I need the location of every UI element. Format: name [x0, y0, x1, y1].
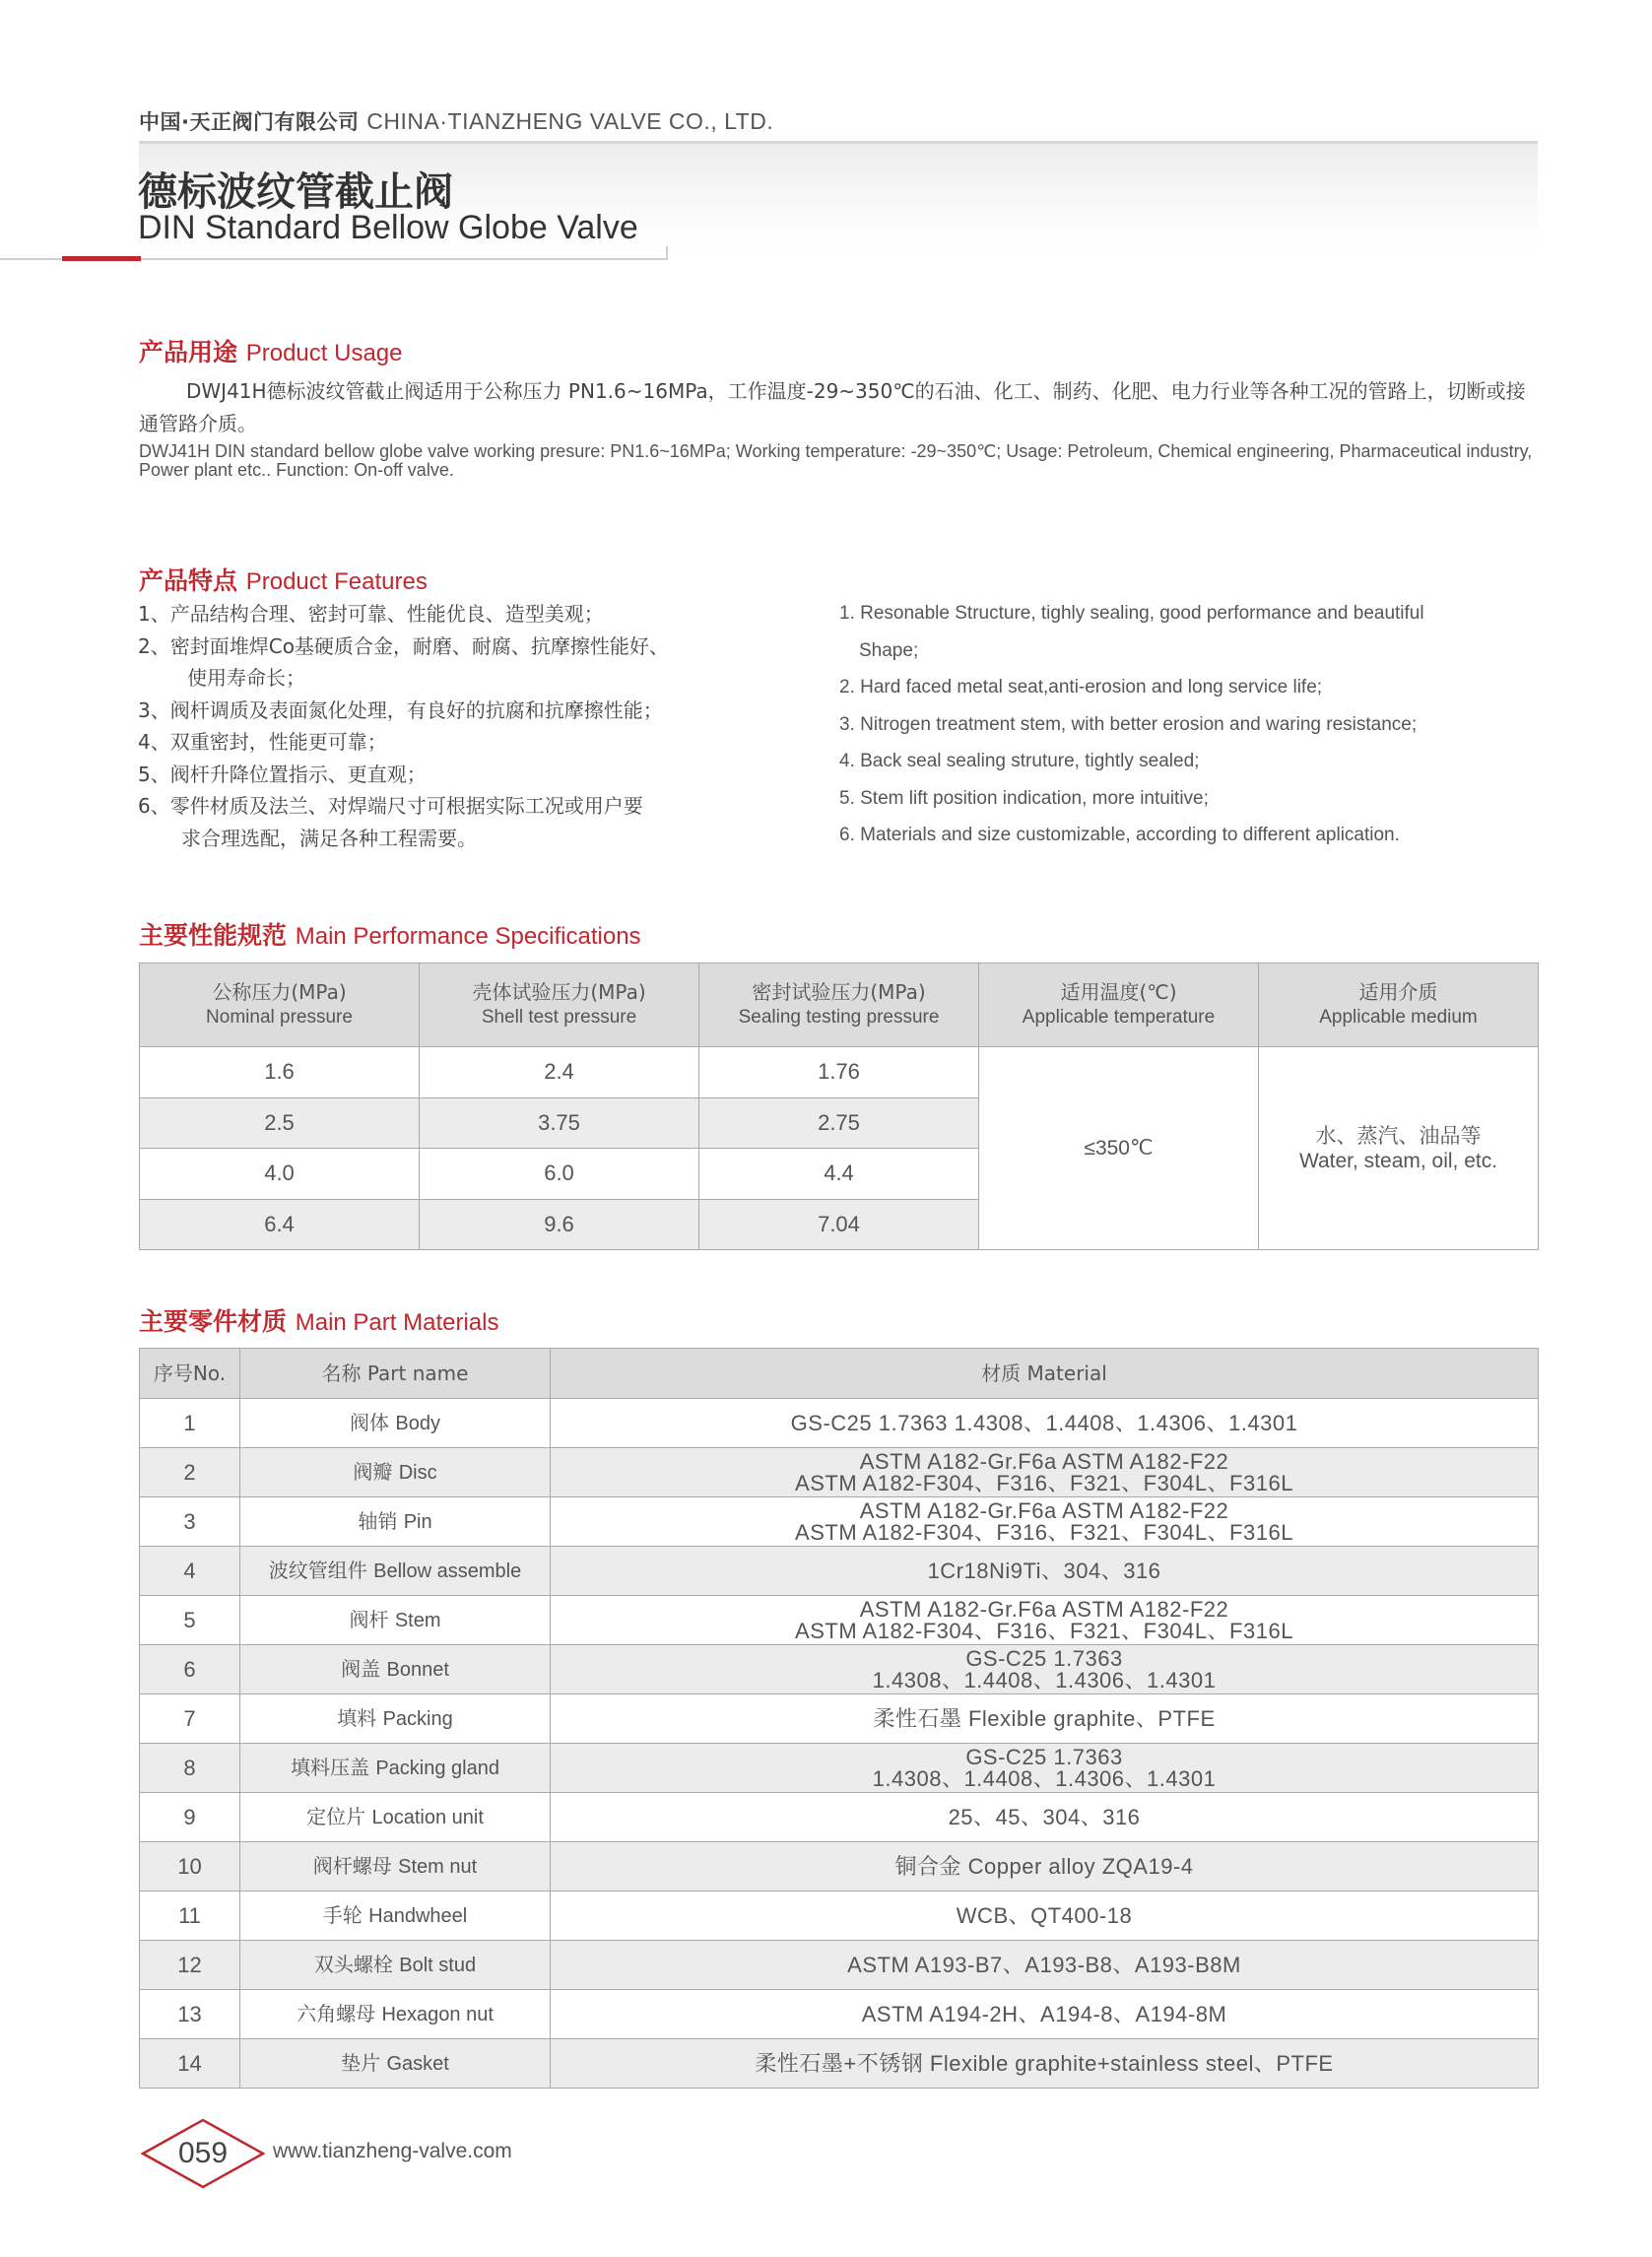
materials-col-name: 名称 Part name	[240, 1349, 551, 1399]
table-row	[140, 1399, 1539, 1448]
feature-line-cn: 5、阀杆升降位置指示、更直观；	[138, 762, 427, 786]
materials-material-cell	[551, 1744, 1539, 1793]
materials-no-cell: 7	[140, 1694, 240, 1744]
materials-no-cell: 14	[140, 2039, 240, 2089]
materials-name-cell	[240, 1596, 551, 1645]
feature-line-cn: 求合理选配，满足各种工程需要。	[162, 826, 477, 850]
material-line: 柔性石墨 Flexible graphite、PTFE	[873, 1705, 1216, 1731]
table-row	[140, 1547, 1539, 1596]
materials-material-cell	[551, 1842, 1539, 1892]
part-name-en: Bellow assemble	[373, 1560, 522, 1582]
feature-line-cn: 6、零件材质及法兰、对焊端尺寸可根据实际工况或用户要	[138, 794, 643, 818]
material-line: ASTM A182-Gr.F6a ASTM A182-F22	[859, 1448, 1229, 1474]
page-number: 059	[177, 2137, 229, 2169]
materials-material-cell	[551, 1694, 1539, 1744]
part-name-cn: 波纹管组件	[268, 1559, 367, 1582]
company-name-cn: 中国·天正阀门有限公司	[139, 110, 360, 134]
part-name-en: Hexagon nut	[381, 2004, 494, 2025]
materials-no-cell: 4	[140, 1547, 240, 1596]
material-line: GS-C25 1.7363	[965, 1744, 1123, 1769]
usage-heading-cn: 产品用途	[139, 338, 238, 366]
table-row	[140, 1497, 1539, 1547]
materials-heading-cn: 主要零件材质	[139, 1307, 288, 1336]
material-line: 柔性石墨+不锈钢 Flexible graphite+stainless steel、PTFE	[755, 2050, 1334, 2076]
part-name-en: Pin	[403, 1511, 432, 1533]
part-name-en: Location unit	[371, 1807, 484, 1828]
specs-heading	[139, 916, 641, 952]
table-row	[140, 1842, 1539, 1892]
materials-no-cell: 13	[140, 1990, 240, 2039]
materials-material-cell	[551, 2039, 1539, 2089]
material-line: GS-C25 1.7363	[965, 1645, 1123, 1671]
feature-line-en: 3. Nitrogen treatment stem, with better erosion and waring resistance;	[839, 713, 1418, 735]
specs-temperature-cell: ≤350℃	[979, 1047, 1259, 1250]
part-name-cn: 六角螺母	[297, 2002, 376, 2025]
features-heading	[139, 562, 428, 597]
materials-material-cell	[551, 1941, 1539, 1990]
part-name-cn: 阀盖	[341, 1657, 381, 1681]
materials-material-cell	[551, 1547, 1539, 1596]
materials-material-cell	[551, 1497, 1539, 1547]
part-name-en: Stem	[394, 1610, 441, 1631]
part-name-en: Handwheel	[368, 1905, 468, 1927]
materials-material-cell	[551, 1399, 1539, 1448]
material-line: ASTM A182-Gr.F6a ASTM A182-F22	[859, 1497, 1229, 1523]
specs-cell: 7.04	[699, 1199, 979, 1250]
specs-col-header: 壳体试验压力(MPa) Shell test pressure	[420, 963, 699, 1047]
table-row	[140, 1941, 1539, 1990]
part-name-cn: 阀瓣	[353, 1460, 393, 1484]
material-line: WCB、QT400-18	[956, 1902, 1133, 1928]
specs-cell: 4.0	[140, 1149, 420, 1200]
materials-material-cell	[551, 1645, 1539, 1694]
part-name-en: Packing	[382, 1708, 453, 1730]
specs-col-header: 适用介质 Applicable medium	[1259, 963, 1539, 1047]
part-name-cn: 阀杆	[349, 1608, 389, 1631]
feature-line-cn: 使用寿命长；	[167, 666, 305, 690]
specs-cell: 2.4	[420, 1047, 699, 1098]
part-name-cn: 填料压盖	[290, 1756, 369, 1779]
specs-col-header: 公称压力(MPa) Nominal pressure	[140, 963, 420, 1047]
header-rule	[139, 141, 1538, 144]
materials-no-cell: 9	[140, 1793, 240, 1842]
page-title-en: DIN Standard Bellow Globe Valve	[138, 209, 638, 246]
specs-col-header: 密封试验压力(MPa) Sealing testing pressure	[699, 963, 979, 1047]
material-line: ASTM A182-F304、F316、F321、F304L、F316L	[795, 1470, 1293, 1495]
features-heading-en: Product Features	[245, 568, 428, 595]
materials-no-cell: 1	[140, 1399, 240, 1448]
materials-no-cell: 6	[140, 1645, 240, 1694]
feature-line-cn: 4、双重密封，性能更可靠；	[138, 730, 387, 754]
specs-cell: 4.4	[699, 1149, 979, 1200]
website-url: www.tianzheng-valve.com	[273, 2140, 512, 2162]
materials-name-cell	[240, 1793, 551, 1842]
part-name-cn: 阀杆螺母	[312, 1854, 392, 1878]
feature-line-en: 6. Materials and size customizable, according to different aplication.	[839, 825, 1400, 845]
materials-no-cell: 8	[140, 1744, 240, 1793]
materials-name-cell	[240, 1990, 551, 2039]
specs-cell: 2.5	[140, 1097, 420, 1149]
part-name-en: Bolt stud	[399, 1955, 477, 1976]
materials-heading-en: Main Part Materials	[295, 1309, 499, 1336]
material-line: ASTM A182-Gr.F6a ASTM A182-F22	[859, 1596, 1229, 1622]
specs-cell: 9.6	[420, 1199, 699, 1250]
material-line: 1.4308、1.4408、1.4306、1.4301	[872, 1765, 1217, 1791]
specs-medium-cn: 水、蒸汽、油品等	[1315, 1123, 1482, 1148]
feature-line-en: Shape;	[859, 639, 919, 661]
part-name-cn: 垫片	[341, 2051, 381, 2075]
page-title-cn: 德标波纹管截止阀	[138, 169, 453, 215]
company-name-en: CHINA·TIANZHENG VALVE CO., LTD.	[366, 108, 774, 134]
specs-cell: 6.0	[420, 1149, 699, 1200]
material-line: ASTM A182-F304、F316、F321、F304L、F316L	[795, 1618, 1293, 1643]
materials-material-cell	[551, 1892, 1539, 1941]
features-list-en	[839, 595, 1549, 854]
materials-name-cell	[240, 1744, 551, 1793]
usage-text-en: DWJ41H DIN standard bellow globe valve working presure: PN1.6~16MPa; Working temperature: -29~350℃; Usage: Petroleum, Chemical engineering, Pharmaceutical industry, Power plant etc.. Function: On-off valve.	[139, 441, 1533, 480]
feature-line-en: 1. Resonable Structure, tighly sealing, good performance and beautiful	[839, 603, 1424, 624]
materials-name-cell	[240, 1892, 551, 1941]
specs-row	[140, 1047, 1539, 1098]
part-name-en: Packing gland	[375, 1758, 499, 1779]
material-line: 1Cr18Ni9Ti、304、316	[927, 1558, 1161, 1583]
material-line: 25、45、304、316	[948, 1804, 1141, 1829]
materials-header-row	[140, 1349, 1539, 1399]
materials-name-cell	[240, 1497, 551, 1547]
part-name-en: Disc	[398, 1462, 437, 1484]
materials-name-cell	[240, 1941, 551, 1990]
table-row	[140, 1448, 1539, 1497]
feature-line-cn: 1、产品结构合理、密封可靠、性能优良、造型美观；	[138, 602, 604, 626]
materials-body	[140, 1399, 1539, 2089]
part-name-cn: 阀体	[350, 1411, 390, 1434]
part-name-cn: 定位片	[306, 1805, 366, 1828]
material-line: ASTM A182-F304、F316、F321、F304L、F316L	[795, 1519, 1293, 1545]
materials-material-cell	[551, 1596, 1539, 1645]
materials-name-cell	[240, 1399, 551, 1448]
usage-text-cn: DWJ41H德标波纹管截止阀适用于公称压力 PN1.6~16MPa，工作温度-29~350℃的石油、化工、制药、化肥、电力行业等各种工况的管路上，切断或接通管路介质。	[139, 379, 1526, 435]
materials-name-cell	[240, 1645, 551, 1694]
specs-table	[139, 963, 1539, 1250]
materials-no-cell: 5	[140, 1596, 240, 1645]
part-name-en: Body	[395, 1413, 440, 1434]
material-line: 铜合金 Copper alloy ZQA19-4	[894, 1853, 1194, 1879]
specs-col-header: 适用温度(℃) Applicable temperature	[979, 963, 1259, 1047]
specs-cell: 3.75	[420, 1097, 699, 1149]
specs-cell: 1.6	[140, 1047, 420, 1098]
company-name	[139, 106, 773, 136]
part-name-cn: 轴销	[358, 1509, 398, 1533]
material-line: ASTM A194-2H、A194-8、A194-8M	[861, 2001, 1227, 2026]
specs-medium-cell	[1259, 1047, 1539, 1250]
materials-material-cell	[551, 1990, 1539, 2039]
features-heading-cn: 产品特点	[139, 566, 238, 595]
part-name-cn: 手轮	[322, 1903, 363, 1927]
specs-medium-en: Water, steam, oil, etc.	[1298, 1149, 1498, 1172]
material-line: GS-C25 1.7363 1.4308、1.4408、1.4306、1.4301	[790, 1410, 1298, 1435]
materials-table	[139, 1348, 1539, 2089]
features-list-cn	[138, 598, 827, 854]
materials-heading	[139, 1302, 498, 1338]
feature-line-en: 5. Stem lift position indication, more intuitive;	[839, 787, 1209, 809]
feature-line-cn: 3、阀杆调质及表面氮化处理，有良好的抗腐和抗摩擦性能；	[138, 697, 663, 722]
materials-name-cell	[240, 1694, 551, 1744]
part-name-en: Stem nut	[398, 1856, 478, 1878]
table-row	[140, 1793, 1539, 1842]
part-name-cn: 双头螺栓	[313, 1953, 393, 1976]
materials-material-cell	[551, 1793, 1539, 1842]
materials-col-no: 序号No.	[140, 1349, 240, 1399]
materials-name-cell	[240, 1842, 551, 1892]
table-row	[140, 1596, 1539, 1645]
table-row	[140, 1892, 1539, 1941]
usage-heading	[139, 333, 403, 368]
materials-no-cell: 11	[140, 1892, 240, 1941]
title-accent-bar	[62, 256, 141, 261]
specs-header-row	[140, 963, 1539, 1047]
feature-line-en: 2. Hard faced metal seat,anti-erosion and long service life;	[839, 677, 1323, 697]
specs-cell: 2.75	[699, 1097, 979, 1149]
materials-no-cell: 10	[140, 1842, 240, 1892]
table-row	[140, 2039, 1539, 2089]
materials-no-cell: 12	[140, 1941, 240, 1990]
part-name-cn: 填料	[337, 1706, 377, 1730]
specs-heading-en: Main Performance Specifications	[295, 923, 641, 950]
title-underline-end	[666, 246, 668, 260]
materials-no-cell: 3	[140, 1497, 240, 1547]
table-row	[140, 1990, 1539, 2039]
table-row	[140, 1694, 1539, 1744]
materials-col-material: 材质 Material	[551, 1349, 1539, 1399]
table-row	[140, 1645, 1539, 1694]
usage-heading-en: Product Usage	[245, 340, 403, 366]
specs-cell: 1.76	[699, 1047, 979, 1098]
specs-heading-cn: 主要性能规范	[139, 921, 288, 950]
materials-name-cell	[240, 2039, 551, 2089]
materials-no-cell: 2	[140, 1448, 240, 1497]
materials-name-cell	[240, 1448, 551, 1497]
material-line: 1.4308、1.4408、1.4306、1.4301	[872, 1667, 1217, 1693]
table-row	[140, 1744, 1539, 1793]
materials-name-cell	[240, 1547, 551, 1596]
materials-material-cell	[551, 1448, 1539, 1497]
feature-line-cn: 2、密封面堆焊Co基硬质合金，耐磨、耐腐、抗摩擦性能好、	[138, 633, 669, 658]
material-line: ASTM A193-B7、A193-B8、A193-B8M	[847, 1952, 1241, 1977]
part-name-en: Gasket	[386, 2053, 449, 2075]
part-name-en: Bonnet	[386, 1659, 449, 1681]
feature-line-en: 4. Back seal sealing struture, tightly sealed;	[839, 751, 1200, 771]
specs-cell: 6.4	[140, 1199, 420, 1250]
